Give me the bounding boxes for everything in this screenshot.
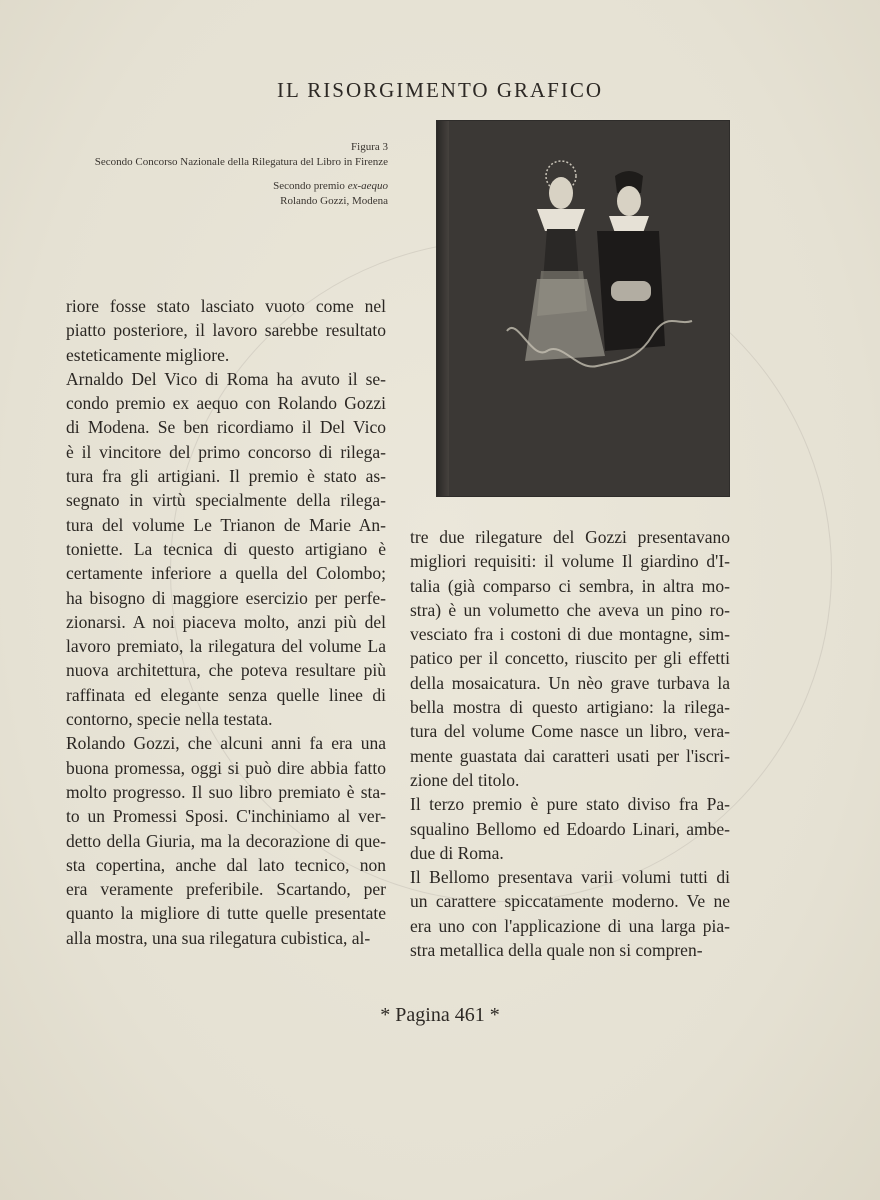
caption-prize-italic: ex-aequo bbox=[347, 180, 388, 192]
text-line: Il Bellomo presentava varii volumi tutti di bbox=[410, 867, 730, 888]
text-line: un carattere spiccatamente moderno. Ve ne bbox=[410, 891, 730, 912]
text-line: tre due rilegature del Gozzi presentavano bbox=[410, 527, 730, 547]
text-line: bella mostra di questo artigiano: la rilega- bbox=[410, 697, 730, 718]
text-line: detto della Giuria, ma la decorazione di que- bbox=[66, 830, 386, 851]
text-line: riore fosse stato lasciato vuoto come nel bbox=[66, 296, 386, 316]
text-line: talia (già comparso ci sembra, in altra mo- bbox=[410, 575, 730, 596]
caption-figure: Figura 3 bbox=[351, 141, 388, 153]
text-line: raffinata ed elegante senza quelle linee di bbox=[66, 684, 386, 705]
text-line: era veramente preferibile. Scartando, per bbox=[66, 879, 386, 900]
text-line: era uno con l'applicazione di una larga pia- bbox=[410, 915, 730, 936]
text-line: buona promessa, oggi si può dire abbia fatto bbox=[66, 757, 386, 778]
caption-contest: Secondo Concorso Nazionale della Rilegatura del Libro in Firenze bbox=[94, 156, 388, 168]
woman-figure bbox=[525, 161, 605, 361]
text-line: sta copertina, anche dal lato tecnico, non bbox=[66, 854, 386, 875]
text-line: patico per il concetto, riuscito per gli effetti bbox=[410, 648, 730, 669]
figure-caption bbox=[48, 140, 388, 209]
text-line: esteticamente migliore. bbox=[66, 344, 230, 365]
text-line: mente guastata dai caratteri usati per l'iscri- bbox=[410, 745, 730, 766]
text-line: zionarsi. A noi piaceva molto, anzi più del bbox=[66, 611, 386, 632]
text-line: ha bisogno di maggiore esercizio per perfe- bbox=[66, 587, 386, 608]
text-line: Rolando Gozzi, che alcuni anni fa era una bbox=[66, 733, 386, 754]
text-line: due di Roma. bbox=[410, 842, 504, 863]
text-line: Il terzo premio è pure stato diviso fra Pa- bbox=[410, 794, 730, 815]
running-head: IL RISORGIMENTO GRAFICO bbox=[276, 78, 603, 102]
text-line: quanto la migliore di tutte quelle presentate bbox=[66, 903, 386, 924]
caption-author: Rolando Gozzi, Modena bbox=[280, 195, 388, 207]
text-line: migliori requisiti: il volume Il giardino d'I- bbox=[410, 551, 730, 572]
text-line: to un Promessi Sposi. C'inchiniamo al ver- bbox=[66, 806, 386, 827]
text-line: nuova architettura, che poteva resultare più bbox=[66, 660, 386, 681]
text-line: lavoro premiato, la rilegatura del volume La bbox=[66, 636, 386, 657]
text-line: Arnaldo Del Vico di Roma ha avuto il se- bbox=[66, 368, 386, 389]
text-line: alla mostra, una sua rilegatura cubistica, al- bbox=[66, 927, 371, 948]
text-line: vesciato fra i costoni di due montagne, sim- bbox=[410, 624, 730, 645]
text-line: piatto posteriore, il lavoro sarebbe resultato bbox=[66, 320, 386, 341]
text-line: della mosaicatura. Un nèo grave turbava la bbox=[410, 672, 730, 693]
text-line: stra metallica della quale non si compren- bbox=[410, 940, 703, 961]
text-line: tura del volume Come nasce un libro, vera- bbox=[410, 721, 730, 742]
text-line: di Modena. Se ben ricordiamo il Del Vico bbox=[66, 417, 386, 438]
right-column bbox=[410, 525, 730, 962]
book-illustration bbox=[437, 121, 729, 496]
page-number: * Pagina 461 * bbox=[380, 1004, 500, 1026]
text-line: zione del titolo. bbox=[410, 769, 520, 790]
text-line: certamente inferiore a quella del Colombo; bbox=[66, 563, 386, 584]
text-line: tura del volume Le Trianon de Marie An- bbox=[66, 514, 386, 535]
man-figure bbox=[597, 171, 665, 351]
text-line: contorno, specie nella testata. bbox=[66, 709, 273, 730]
text-line: condo premio ex aequo con Rolando Gozzi bbox=[66, 393, 386, 414]
book-cover-photo bbox=[437, 121, 729, 496]
text-line: toniette. La tecnica di questo artigiano è bbox=[66, 538, 386, 559]
caption-prize bbox=[48, 179, 388, 194]
text-line: è il vincitore del primo concorso di rilega- bbox=[66, 441, 386, 462]
text-line: stra) è un volumetto che aveva un pino ro- bbox=[410, 599, 730, 620]
left-column bbox=[66, 294, 386, 950]
text-line: squalino Bellomo ed Edoardo Linari, ambe- bbox=[410, 818, 730, 839]
text-line: molto progresso. Il suo libro premiato è sta- bbox=[66, 781, 386, 802]
text-line: segnato in virtù specialmente della rilega- bbox=[66, 490, 386, 511]
text-line: tura fra gli artigiani. Il premio è stato as- bbox=[66, 466, 386, 487]
caption-prize-prefix: Secondo premio bbox=[273, 180, 348, 192]
